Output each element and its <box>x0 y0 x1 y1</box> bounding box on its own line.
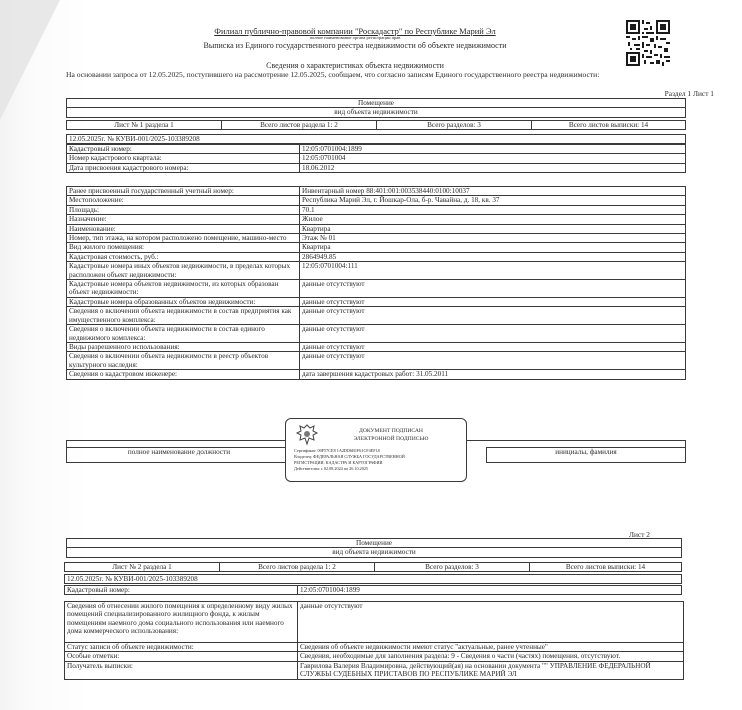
sheet2-sections-total: Всего разделов: 3 <box>375 563 530 572</box>
sheet1-top-rows <box>66 144 686 173</box>
row-value: данные отсутствуют <box>300 342 686 351</box>
row-label: Кадастровые номера объектов недвижимости, из которых образован объект недвижимости: <box>67 280 300 298</box>
row-label: Сведения о включении объекта недвижимости в реестр объектов культурного наследия: <box>67 352 300 370</box>
table-row <box>67 297 686 306</box>
row-value: 12:05:0701004 <box>300 154 686 163</box>
row-value: 2864949.85 <box>300 252 686 261</box>
row-label: Кадастровый номер: <box>67 145 300 154</box>
table-row <box>67 262 686 280</box>
table-row <box>67 370 686 379</box>
row-value: 18.06.2012 <box>300 163 686 172</box>
row-label: Статус записи об объекте недвижимости: <box>65 643 298 652</box>
table-row <box>67 205 686 214</box>
intro-text: На основании запроса от 12.05.2025, поступившего на рассмотрение 12.05.2025, сообщаем, что согласно записям Единого государственного реестра недвижимости: <box>66 70 600 79</box>
row-label: Ранее присвоенный государственный учетный номер: <box>67 187 300 196</box>
row-value: 12:05:0701004:111 <box>300 262 686 280</box>
table-row <box>65 602 684 643</box>
org-caption: полное наименование органа регистрации прав <box>309 35 401 40</box>
row-label: Кадастровые номера иных объектов недвижимости, в пределах которых расположен объект недвижимости: <box>67 262 300 280</box>
row-label: Местоположение: <box>67 196 300 205</box>
row-value: Сведения об объекте недвижимости имеют статус "актуальные, ранее учтенные" <box>298 643 684 652</box>
table-row <box>67 325 686 343</box>
stamp-owner-2: РЕГИСТРАЦИИ, КАДАСТРА И КАРТОГРАФИИ <box>294 460 383 465</box>
sheet2-counters-table <box>64 562 682 572</box>
signature-name-label: инициалы, фамилия <box>487 448 686 463</box>
row-value: данные отсутствуют <box>300 280 686 298</box>
page-fold-shadow <box>0 0 60 120</box>
table-row <box>67 163 686 172</box>
row-label: Вид жилого помещения: <box>67 243 300 252</box>
row-label: Сведения о кадастровом инженере: <box>67 370 300 379</box>
table-row <box>67 215 686 224</box>
sheet2-sheet-no: Лист № 2 раздела 1 <box>65 563 220 572</box>
row-label: Номер, тип этажа, на котором расположено помещение, машино-место <box>67 234 300 243</box>
document-title: Выписка из Единого государственного реестра недвижимости об объекте недвижимости <box>203 41 507 50</box>
sheet2-object-type-table <box>66 538 682 558</box>
sheet2-cad-value: 12:05:0701004:1899 <box>298 586 682 595</box>
org-name: Филиал публично-правовой компании "Роскадастр" по Республике Марий Эл <box>214 26 496 36</box>
row-label: Виды разрешенного использования: <box>67 342 300 351</box>
row-label: Сведения об отнесении жилого помещения к определенному виду жилых помещений специализированного жилищного фонда, к жилым помещениям наемного дома социального использования или наемного дома коммерческого использования: <box>65 602 298 643</box>
document-subtitle: Сведения о характеристиках объекта недвижимости <box>266 61 444 70</box>
table-row <box>67 145 686 154</box>
sheet2-cad-table <box>64 585 682 595</box>
sheet1-sheet-no: Лист № 1 раздела 1 <box>67 121 222 130</box>
table-row <box>67 187 686 196</box>
sheet1-characteristics-table <box>66 186 686 380</box>
table-row <box>67 352 686 370</box>
row-value: Этаж № 01 <box>300 234 686 243</box>
row-value: данные отсутствуют <box>300 352 686 370</box>
row-value: данные отсутствуют <box>300 297 686 306</box>
sheet1-sheets-in-section: Всего листов раздела 1: 2 <box>222 121 377 130</box>
row-value: Гаврилова Валерия Владимировна, действующий(ая) на основании документа "" УПРАВЛЕНИЕ ФЕДЕРАЛЬНОЙ СЛУЖБЫ СУДЕБНЫХ ПРИСТАВОВ ПО РЕСПУБЛИКЕ МАРИЙ ЭЛ <box>298 661 684 679</box>
stamp-title-2: ЭЛЕКТРОННОЙ ПОДПИСЬЮ <box>353 436 429 442</box>
table-row <box>65 652 684 661</box>
stamp-cert: Сертификат: 00F57CE8 1A2DD6B1F61CF4EF18 <box>294 448 380 453</box>
table-row <box>65 643 684 652</box>
sheet1-object-caption: вид объекта недвижимости <box>67 108 686 117</box>
table-row <box>67 280 686 298</box>
coat-of-arms-icon <box>294 423 320 447</box>
table-row <box>67 252 686 261</box>
row-label: Дата присвоения кадастрового номера: <box>67 163 300 172</box>
sheet1-object-type-table <box>66 98 686 118</box>
stamp-valid: Действителен: с 02.08.2024 по 26.10.2025 <box>294 466 369 471</box>
row-label: Наименование: <box>67 224 300 233</box>
row-label: Площадь: <box>67 205 300 214</box>
sheet1-section-label: Раздел 1 Лист 1 <box>664 89 714 98</box>
table-row <box>67 342 686 351</box>
row-value: Инвентарный номер 88:401:001:003538440:0100:10037 <box>300 187 686 196</box>
sheet1-sheets-total: Всего листов выписки: 14 <box>532 121 686 130</box>
row-label: Сведения о включении объекта недвижимости в состав предприятия как имущественного комплекса: <box>67 307 300 325</box>
sheet1-sections-total: Всего разделов: 3 <box>377 121 532 130</box>
sheet1-docid-table <box>66 134 686 144</box>
sheet2-sheets-in-section: Всего листов раздела 1: 2 <box>220 563 375 572</box>
row-label: Кадастровые номера образованных объектов недвижимости: <box>67 297 300 306</box>
table-row <box>67 196 686 205</box>
table-row <box>67 234 686 243</box>
sheet2-sheets-total: Всего листов выписки: 14 <box>530 563 682 572</box>
sheet2-object-caption: вид объекта недвижимости <box>67 548 682 557</box>
sheet2-section-label: Лист 2 <box>628 530 650 539</box>
sheet2-characteristics-table <box>64 601 684 680</box>
row-label: Получатель выписки: <box>65 661 298 679</box>
qr-code-icon <box>626 20 670 66</box>
row-value: Квартира <box>300 243 686 252</box>
row-value: данные отсутствуют <box>298 602 684 643</box>
row-value: Республика Марий Эл, г. Йошкар-Ола, б-р. Чавайна, д. 18, кв. 37 <box>300 196 686 205</box>
row-label: Сведения о включении объекта недвижимости в состав единого недвижимого комплекса: <box>67 325 300 343</box>
row-value: данные отсутствуют <box>300 325 686 343</box>
row-value: дата завершения кадастровых работ: 31.05.2011 <box>300 370 686 379</box>
row-label: Кадастровая стоимость, руб.: <box>67 252 300 261</box>
row-value: Квартира <box>300 224 686 233</box>
row-label: Номер кадастрового квартала: <box>67 154 300 163</box>
table-row <box>67 154 686 163</box>
stamp-title-1: ДОКУМЕНТ ПОДПИСАН <box>359 428 423 434</box>
row-value: 12:05:0701004:1899 <box>300 145 686 154</box>
row-value: данные отсутствуют <box>300 307 686 325</box>
table-row <box>65 661 684 679</box>
stamp-owner-1: Владелец: ФЕДЕРАЛЬНАЯ СЛУЖБА ГОСУДАРСТВЕННОЙ <box>294 454 405 459</box>
row-label: Особые отметки: <box>65 652 298 661</box>
sheet1-counters-table <box>66 120 686 130</box>
row-label: Назначение: <box>67 215 300 224</box>
sheet2-object-type: Помещение <box>67 539 682 548</box>
signature-position-label: полное наименование должности <box>67 448 292 463</box>
row-value: 70.1 <box>300 205 686 214</box>
sheet1-object-type: Помещение <box>67 99 686 108</box>
table-row <box>67 243 686 252</box>
row-value: Сведения, необходимые для заполнения раздела: 9 - Сведения о части (частях) помещения, отсутствуют. <box>298 652 684 661</box>
sheet2-doc-id: 12.05.2025г. № КУВИ-001/2025-103389208 <box>65 575 682 584</box>
sheet2-cad-label: Кадастровый номер: <box>65 586 298 595</box>
sheet2-docid-table <box>64 574 682 584</box>
row-value: Жилое <box>300 215 686 224</box>
e-signature-stamp <box>285 418 467 482</box>
table-row <box>67 224 686 233</box>
sheet1-doc-id: 12.05.2025г. № КУВИ-001/2025-103389208 <box>67 135 686 144</box>
table-row <box>67 307 686 325</box>
